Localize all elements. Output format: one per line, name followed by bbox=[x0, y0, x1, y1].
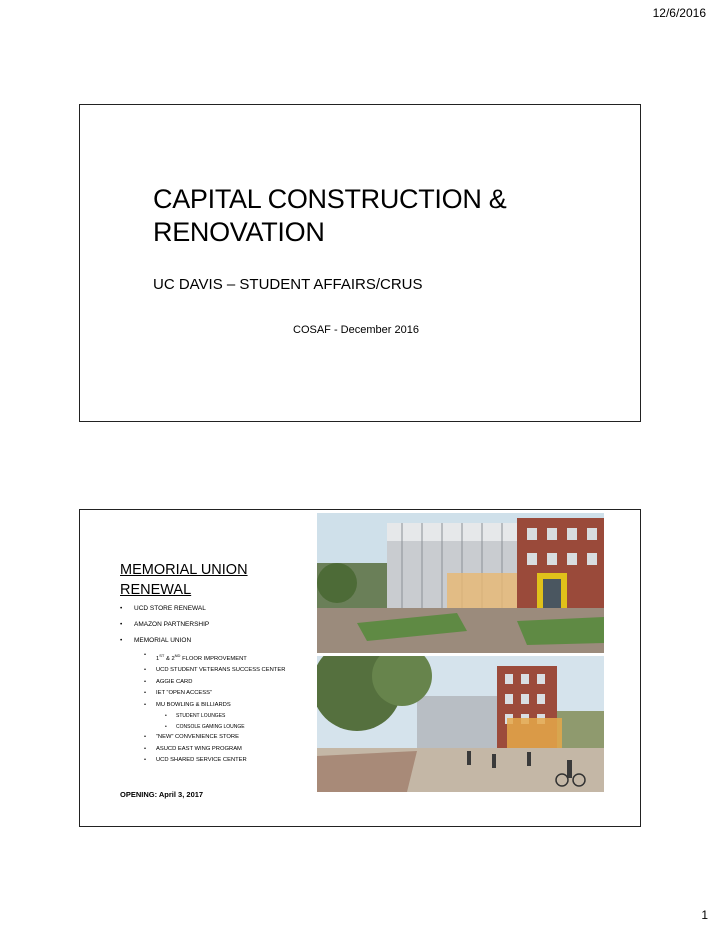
floor-st: ST bbox=[159, 653, 165, 658]
page-date: 12/6/2016 bbox=[652, 6, 706, 20]
list-item-store: • UCD STORE RENEWAL bbox=[120, 604, 310, 613]
list-item-memorial-union: • MEMORIAL UNION bbox=[120, 636, 310, 645]
slide-heading bbox=[120, 560, 310, 600]
building-rendering-plaza-image bbox=[317, 513, 604, 653]
list-item-student-lounges: • STUDENT LOUNGES bbox=[120, 713, 310, 720]
opening-date: OPENING: April 3, 2017 bbox=[120, 790, 204, 799]
slide-text-column bbox=[120, 560, 310, 769]
list-item-amazon: • AMAZON PARTNERSHIP bbox=[120, 620, 310, 629]
slide-date: COSAF - December 2016 bbox=[293, 324, 419, 336]
list-item-floor-improvement bbox=[120, 652, 310, 663]
list-item-aggie-card: • AGGIE CARD bbox=[120, 679, 310, 687]
floor-rest: FLOOR IMPROVEMENT bbox=[180, 655, 247, 662]
memorial-union-slide bbox=[79, 509, 641, 827]
slide-subtitle: UC DAVIS – STUDENT AFFAIRS/CRUS bbox=[153, 276, 423, 293]
slide-heading-line-1: MEMORIAL UNION bbox=[120, 562, 248, 578]
list-item-bowling: • MU BOWLING & BILLIARDS bbox=[120, 702, 310, 710]
street-illustration bbox=[317, 656, 604, 792]
slide-title bbox=[153, 183, 506, 249]
floor-nd: ND bbox=[174, 653, 181, 658]
floor-and: & 2 bbox=[164, 655, 175, 662]
list-item-asucd: • ASUCD EAST WING PROGRAM bbox=[120, 746, 310, 754]
slide-title-line-2: RENOVATION bbox=[153, 217, 325, 247]
floor-first: 1 bbox=[156, 655, 160, 662]
list-item-convenience-store: • “NEW” CONVENIENCE STORE bbox=[120, 734, 310, 742]
page-number: 1 bbox=[701, 908, 708, 922]
project-list bbox=[120, 604, 310, 765]
slide-title-line-1: CAPITAL CONSTRUCTION & bbox=[153, 184, 507, 214]
list-item-iet: • IET “OPEN ACCESS” bbox=[120, 690, 310, 698]
list-item-shared-service: • UCD SHARED SERVICE CENTER bbox=[120, 757, 310, 765]
title-slide bbox=[79, 104, 641, 422]
list-item-veterans: • UCD STUDENT VETERANS SUCCESS CENTER bbox=[120, 667, 310, 675]
list-item-gaming-lounge: • CONSOLE GAMING LOUNGE bbox=[120, 724, 310, 731]
slide-heading-line-2: RENEWAL bbox=[120, 582, 192, 598]
building-rendering-street-image bbox=[317, 656, 604, 792]
plaza-illustration bbox=[317, 513, 604, 653]
